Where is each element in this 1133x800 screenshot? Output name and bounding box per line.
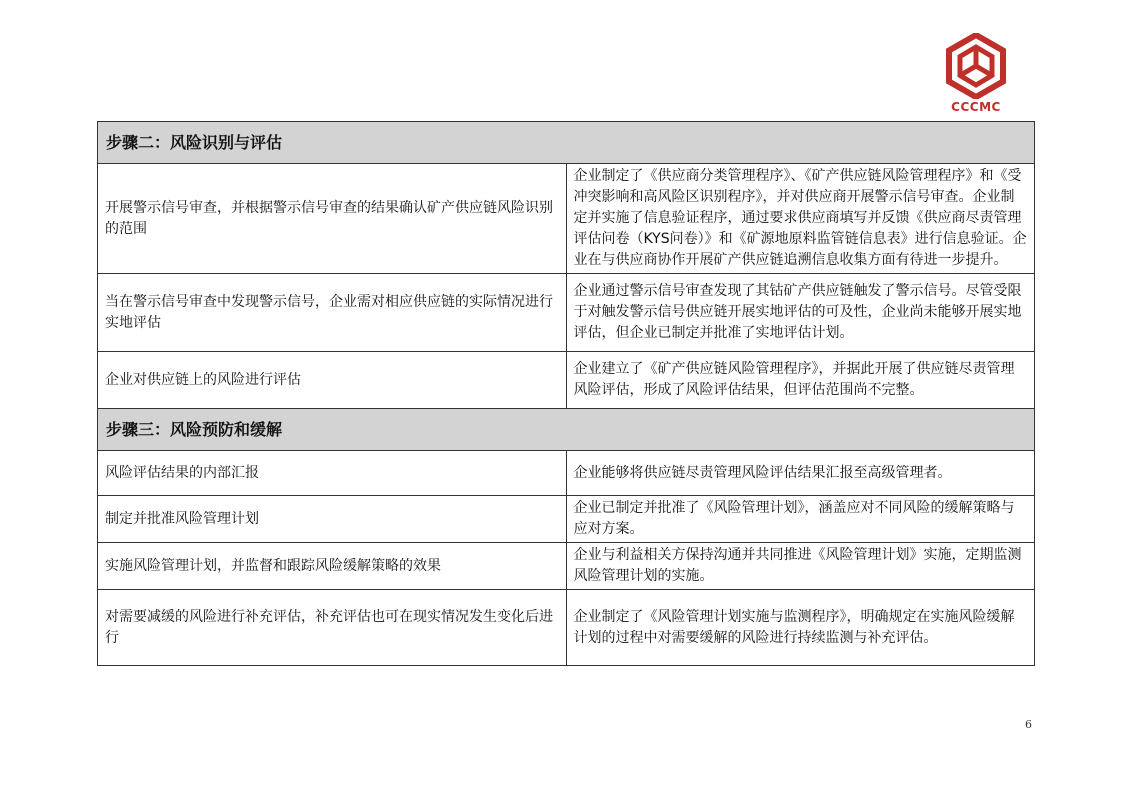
table-row: [98, 164, 1035, 274]
table-row: [98, 451, 1035, 496]
table-row: [98, 274, 1035, 352]
logo-text: CCCMC: [951, 100, 1001, 114]
table-row: [98, 496, 1035, 543]
finding-cell: 企业制定了《风险管理计划实施与监测程序》，明确规定在实施风险缓解计划的过程中对需要缓解的风险进行持续监测与补充评估。: [566, 590, 1035, 666]
finding-cell: 企业建立了《矿产供应链风险管理程序》，并据此开展了供应链尽责管理风险评估，形成了风险评估结果，但评估范围尚不完整。: [566, 352, 1035, 409]
requirement-cell: 对需要减缓的风险进行补充评估，补充评估也可在现实情况发生变化后进行: [98, 590, 567, 666]
finding-cell: 企业能够将供应链尽责管理风险评估结果汇报至高级管理者。: [566, 451, 1035, 496]
page-number: 6: [1025, 718, 1032, 731]
requirement-cell: 企业对供应链上的风险进行评估: [98, 352, 567, 409]
finding-cell: 企业与利益相关方保持沟通并共同推进《风险管理计划》实施，定期监测风险管理计划的实施。: [566, 543, 1035, 590]
cccmc-logo-mark-icon: [943, 33, 1009, 99]
requirement-cell: 开展警示信号审查，并根据警示信号审查的结果确认矿产供应链风险识别的范围: [98, 164, 567, 274]
cccmc-logo: [940, 33, 1012, 121]
section-header: [98, 409, 1035, 451]
table-row: [98, 590, 1035, 666]
requirement-cell: 制定并批准风险管理计划: [98, 496, 567, 543]
table-row: [98, 352, 1035, 409]
finding-cell: 企业通过警示信号审查发现了其钴矿产供应链触发了警示信号。尽管受限于对触发警示信号供应链开展实地评估的可及性，企业尚未能够开展实地评估，但企业已制定并批准了实地评估计划。: [566, 274, 1035, 352]
assessment-table: [97, 121, 1035, 666]
requirement-cell: 当在警示信号审查中发现警示信号，企业需对相应供应链的实际情况进行实地评估: [98, 274, 567, 352]
requirement-cell: 实施风险管理计划，并监督和跟踪风险缓解策略的效果: [98, 543, 567, 590]
section-header: [98, 122, 1035, 164]
section-title: 步骤二：风险识别与评估: [98, 122, 1035, 164]
requirement-cell: 风险评估结果的内部汇报: [98, 451, 567, 496]
section-title: 步骤三：风险预防和缓解: [98, 409, 1035, 451]
table-row: [98, 543, 1035, 590]
finding-cell: 企业制定了《供应商分类管理程序》、《矿产供应链风险管理程序》和《受冲突影响和高风险区识别程序》，并对供应商开展警示信号审查。企业制定并实施了信息验证程序，通过要求供应商填写并反馈《供应商尽责管理评估问卷（KYS问卷）》和《矿源地原料监管链信息表》进行信息验证。企业在与供应商协作开展矿产供应链追溯信息收集方面有待进一步提升。: [566, 164, 1035, 274]
finding-cell: 企业已制定并批准了《风险管理计划》，涵盖应对不同风险的缓解策略与应对方案。: [566, 496, 1035, 543]
